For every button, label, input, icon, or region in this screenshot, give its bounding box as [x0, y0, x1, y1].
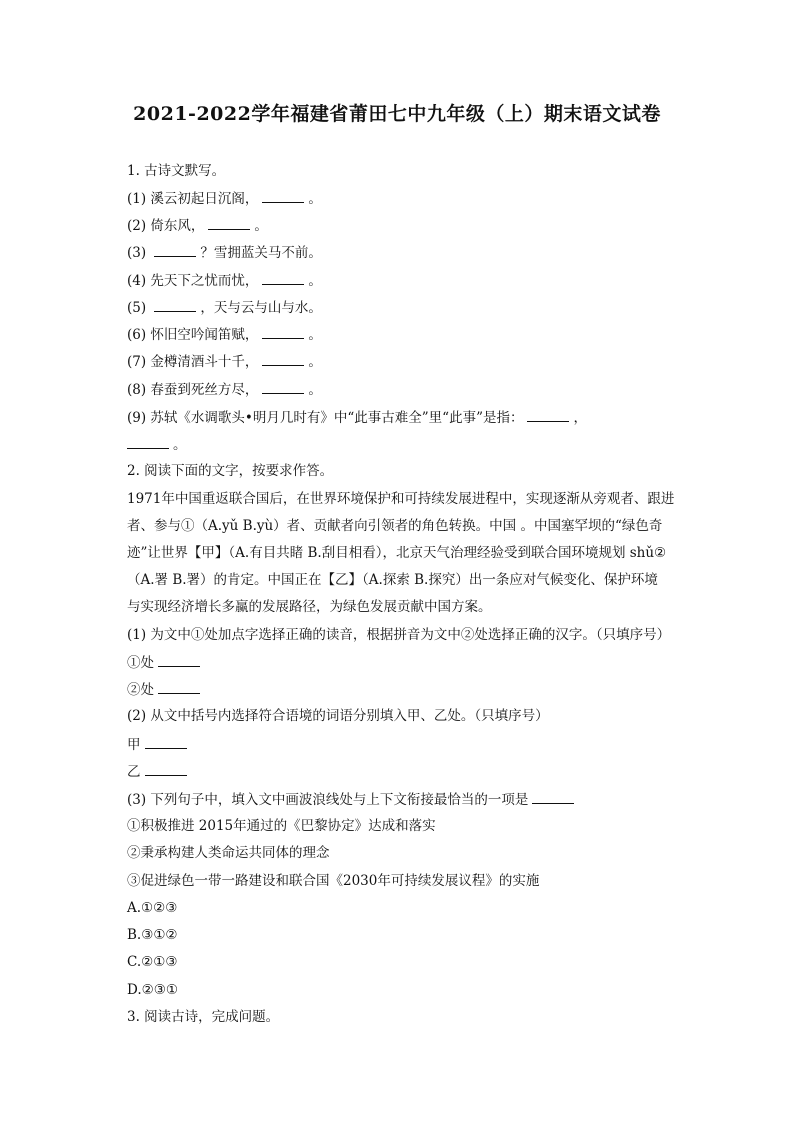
answer-blank[interactable]	[262, 352, 304, 366]
q2-option-d: D.②③①	[127, 982, 178, 998]
q1-item-7: (7) 金樽清酒斗十千， 。	[127, 354, 322, 370]
answer-blank[interactable]	[262, 189, 304, 203]
q1-item-1: (1) 溪云初起日沉阁， 。	[127, 191, 322, 207]
answer-blank[interactable]	[208, 216, 250, 230]
q1-item-9: (9) 苏轼《水调歌头•明月几时有》中“此事古难全”里“此事”是指： ，	[127, 410, 587, 426]
answer-blank[interactable]	[145, 762, 187, 776]
q1-item-8: (8) 春蚕到死丝方尽， 。	[127, 382, 322, 398]
q1-item-2: (2) 倚东风， 。	[127, 218, 268, 234]
q3-heading: 3. 阅读古诗，完成问题。	[127, 1009, 280, 1025]
answer-blank[interactable]	[532, 790, 574, 804]
q2-paragraph-line: 迹”让世界【甲】（A.有目共睹 B.刮目相看），北京天气治理经验受到联合国环境规划 shǔ②	[127, 545, 667, 561]
q2-sub1-a: ①处	[127, 653, 204, 672]
q2-sub2: (2) 从文中括号内选择符合语境的词语分别填入甲、乙处。（只填序号）	[127, 708, 549, 724]
q1-item-4: (4) 先天下之忧而忧， 。	[127, 273, 322, 289]
answer-blank[interactable]	[154, 298, 196, 312]
q2-sub2-b: 乙	[127, 762, 191, 781]
q1-item-5: (5) ，天与云与山与水。	[127, 300, 322, 316]
q2-paragraph-line: 1971年中国重返联合国后，在世界环境保护和可持续发展进程中，实现逐渐从旁观者、跟进	[127, 491, 675, 507]
q2-option-b: B.③①②	[127, 927, 178, 943]
q1-item-6: (6) 怀旧空吟闻笛赋， 。	[127, 327, 322, 343]
q2-sentence-2: ②秉承构建人类命运共同体的理念	[127, 845, 330, 861]
answer-blank[interactable]	[262, 271, 304, 285]
q2-sentence-1: ①积极推进 2015年通过的《巴黎协定》达成和落实	[127, 818, 436, 834]
q2-sentence-3: ③促进绿色一带一路建设和联合国《2030年可持续发展议程》的实施	[127, 873, 540, 889]
q2-sub3: (3) 下列句子中，填入文中画波浪线处与上下文衔接最恰当的一项是	[127, 790, 578, 809]
answer-blank[interactable]	[127, 435, 169, 449]
q2-paragraph-line: 与实现经济增长多赢的发展路径，为绿色发展贡献中国方案。	[127, 599, 492, 615]
q2-sub1: (1) 为文中①处加点字选择正确的读音，根据拼音为文中②处选择正确的汉字。（只填序号）	[127, 627, 671, 643]
answer-blank[interactable]	[262, 380, 304, 394]
q2-sub1-b: ②处	[127, 680, 204, 699]
q2-paragraph-line: （A.署 B.署）的肯定。中国正在【乙】（A.探索 B.探究）出一条应对气候变化、保护环境	[127, 572, 658, 588]
q2-option-a: A.①②③	[127, 900, 178, 916]
answer-blank[interactable]	[527, 408, 569, 422]
q2-sub2-a: 甲	[127, 735, 191, 754]
q2-heading: 2. 阅读下面的文字，按要求作答。	[127, 463, 334, 479]
page-title: 2021-2022学年福建省莆田七中九年级（上）期末语文试卷	[133, 103, 661, 125]
q1-heading: 1. 古诗文默写。	[127, 163, 226, 179]
answer-blank[interactable]	[154, 243, 196, 257]
answer-blank[interactable]	[158, 680, 200, 694]
q1-item-3: (3) ？雪拥蓝关马不前。	[127, 245, 322, 261]
q2-option-c: C.②①③	[127, 954, 178, 970]
answer-blank[interactable]	[145, 735, 187, 749]
answer-blank[interactable]	[262, 325, 304, 339]
answer-blank[interactable]	[158, 653, 200, 667]
q1-item-9-cont: 。	[127, 435, 187, 454]
q2-paragraph-line: 者、参与①（A.yǔ B.yù）者、贡献者向引领者的角色转换。中国 。中国塞罕坝的“绿色奇	[127, 518, 663, 534]
